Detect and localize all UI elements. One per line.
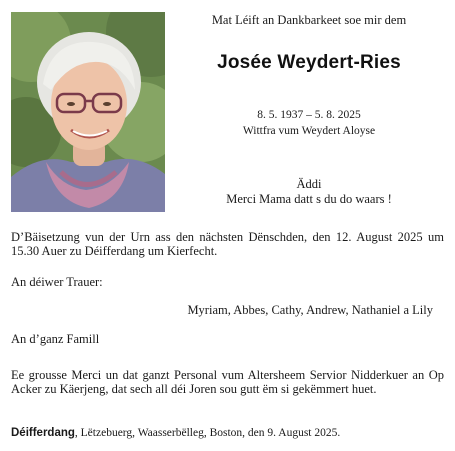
place-date-text: , Lëtzebuerg, Waasserbëlleg, Boston, den 9. August 2025. bbox=[74, 427, 341, 439]
place-date-line bbox=[11, 426, 444, 440]
intro-line: Mat Léift an Dankbarkeet soe mir dem bbox=[211, 13, 407, 27]
spouse-line: Wittfra vum Weydert Aloyse bbox=[242, 125, 376, 137]
mourners-label: An déiwer Trauer: bbox=[11, 275, 103, 289]
mourners-names: Myriam, Abbes, Cathy, Andrew, Nathaniel a Lily bbox=[187, 303, 433, 317]
farewell-block bbox=[168, 177, 450, 207]
deceased-name: Josée Weydert-Ries bbox=[217, 52, 401, 73]
family-line: An d’ganz Famill bbox=[11, 332, 100, 346]
funeral-paragraph: D’Bäisetzung vun der Urn ass den nächsten Dënschden, den 12. August 2025 um 15.30 Auer zu Déifferdang um Kierfecht. bbox=[11, 230, 444, 258]
thanks-paragraph: Ee grousse Merci un dat ganzt Personal vum Altersheem Servior Nidderkuer an Op Acker zu Käerjeng, dat sech all déi Joren sou gutt ëm si gekëmmert huet. bbox=[11, 368, 444, 396]
place-name: Déifferdang bbox=[11, 427, 75, 439]
life-dates: 8. 5. 1937 – 5. 8. 2025 bbox=[257, 109, 361, 121]
portrait-photo bbox=[11, 12, 165, 212]
farewell-line: Äddi bbox=[296, 177, 322, 191]
thanks-mother-line: Merci Mama datt s du do waars ! bbox=[226, 192, 392, 206]
life-dates-block bbox=[168, 107, 450, 139]
